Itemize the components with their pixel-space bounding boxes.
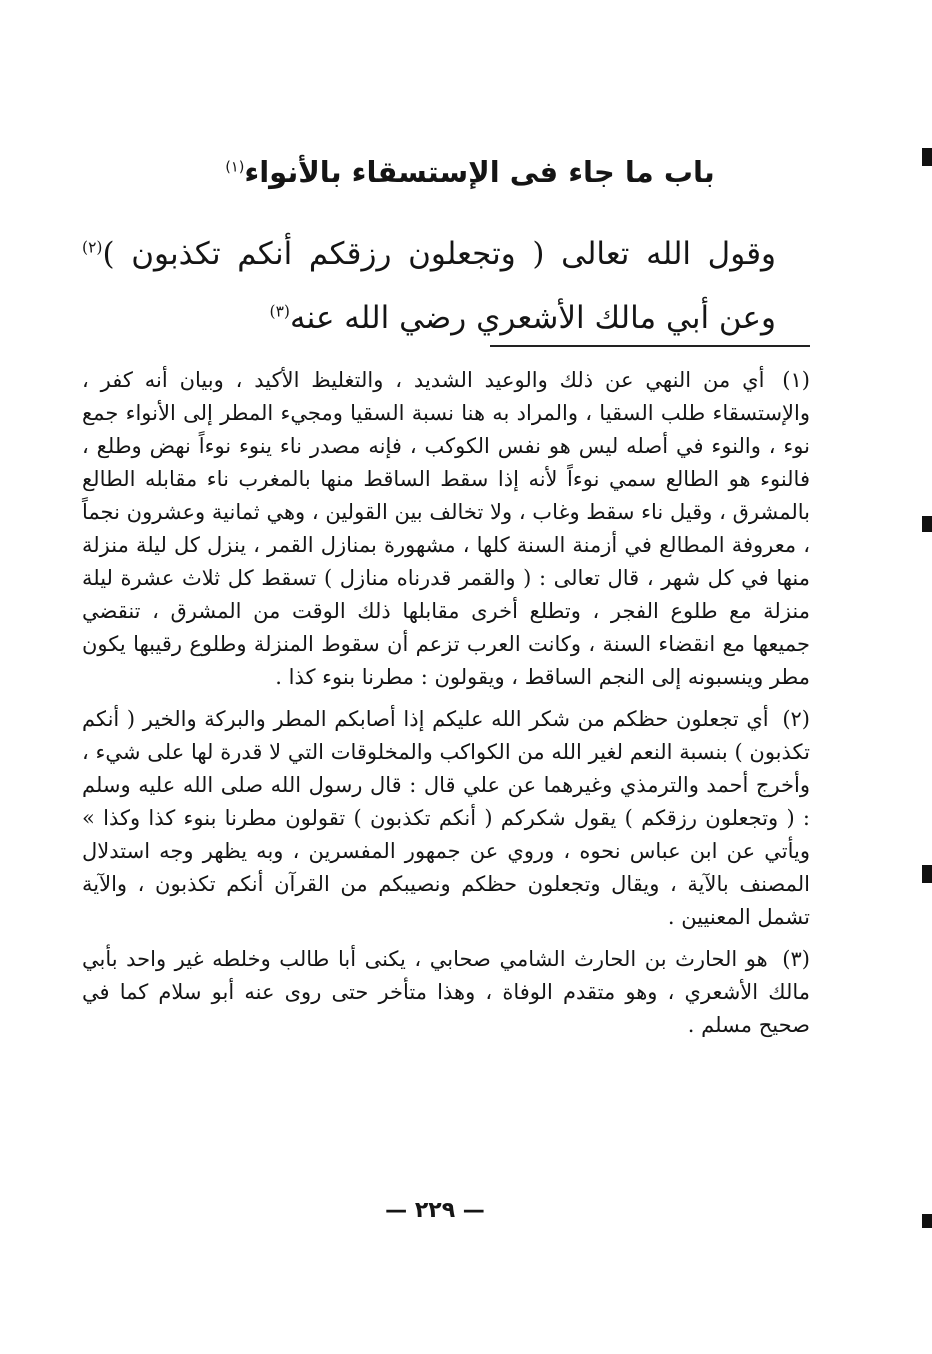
scan-edge-mark xyxy=(922,516,932,532)
intro-footnote-ref-3: (٣) xyxy=(269,302,290,321)
intro-footnote-ref-2: (٢) xyxy=(82,238,103,257)
chapter-heading xyxy=(190,150,750,194)
footnote-2 xyxy=(82,703,810,934)
footnote-text: أي من النهي عن ذلك والوعيد الشديد ، والتغليظ الأكيد ، وبيان أنه كفر ، والإستسقاء طلب السقيا ، والمراد به هنا نسبة السقيا ومجيء المطر إلى الأنواء جمع نوء ، والنوء في أصله ليس هو نفس الكوكب ، فإنه مصدر ناء ينوء نوءاً نهض وطلع ، فالنوء هو الطالع سمي نوءاً لأنه إذا سقط الساقط منها بالمغرب ناء مقابله الطالع بالمشرق ، وقيل ناء سقط وغاب ، ولا تخالف بين القولين ، وهي ثمانية وعشرون نجماً ، معروفة المطالع في أزمنة السنة كلها ، مشهورة بمنازل القمر ، ينزل كل ليلة منزلة منها في كل شهر ، قال تعالى : ( والقمر قدرناه منازل ) تسقط كل ثلاث عشرة ليلة منزلة مع طلوع الفجر ، وتطلع أخرى مقابلها ذلك الوقت من المشرق ، تنقضي جميعها مع انقضاء السنة ، وكانت العرب تزعم أن سقوط المنزلة وطلوع رقيبها يكون مطر وينسبونه إلى النجم الساقط ، ويقولون : مطرنا بنوء كذا . xyxy=(82,368,810,689)
footnote-text: هو الحارث بن الحارث الشامي صحابي ، يكنى أبا طالب وخلطه غير واحد بأبي مالك الأشعري ، وهو متقدم الوفاة ، وهذا متأخر حتى روى عنه أبو سلام كما في صحيح مسلم . xyxy=(82,947,810,1037)
intro-text-narrator: وعن أبي مالك الأشعري رضي الله عنه xyxy=(289,300,776,336)
footnote-number: (٣) xyxy=(782,947,810,971)
footnote-number: (٢) xyxy=(782,707,810,731)
page-number: — ٢٢٩ — xyxy=(385,1198,485,1223)
footnote-number: (١) xyxy=(782,368,810,392)
footnote-1 xyxy=(82,364,810,694)
footnotes-section xyxy=(82,364,810,1051)
footnote-text: أي تجعلون حظكم من شكر الله عليكم إذا أصابكم المطر والبركة والخير ( أنكم تكذبون ) بنسبة النعم لغير الله من الكواكب والمخلوقات التي لا قدرة لها على شيء ، وأخرج أحمد والترمذي وغيرهما عن علي قال : قال رسول الله صلى الله عليه وسلم : ( وتجعلون رزقكم ) يقول شكركم ( أنكم تكذبون ) تقولون مطرنا بنوء كذا وكذا » ويأتي عن ابن عباس نحوه ، وروي عن جمهور المفسرين ، وبه يظهر وجه استدلال المصنف بالآية ، ويقال وتجعلون حظكم ونصيبكم من القرآن أنكم تكذبون ، والآية تشمل المعنيين . xyxy=(82,707,810,929)
footnote-separator xyxy=(490,345,810,347)
intro-paragraph xyxy=(82,222,776,350)
scan-edge-mark xyxy=(922,865,932,883)
intro-text-quran-verse: وقول الله تعالى ( وتجعلون رزقكم أنكم تكذبون ) xyxy=(102,236,776,272)
footnote-3 xyxy=(82,943,810,1042)
heading-footnote-ref: (١) xyxy=(225,159,245,176)
scan-edge-mark xyxy=(922,1214,932,1228)
chapter-title: باب ما جاء فى الإستسقاء بالأنواء xyxy=(244,155,715,189)
scan-edge-mark xyxy=(922,148,932,166)
